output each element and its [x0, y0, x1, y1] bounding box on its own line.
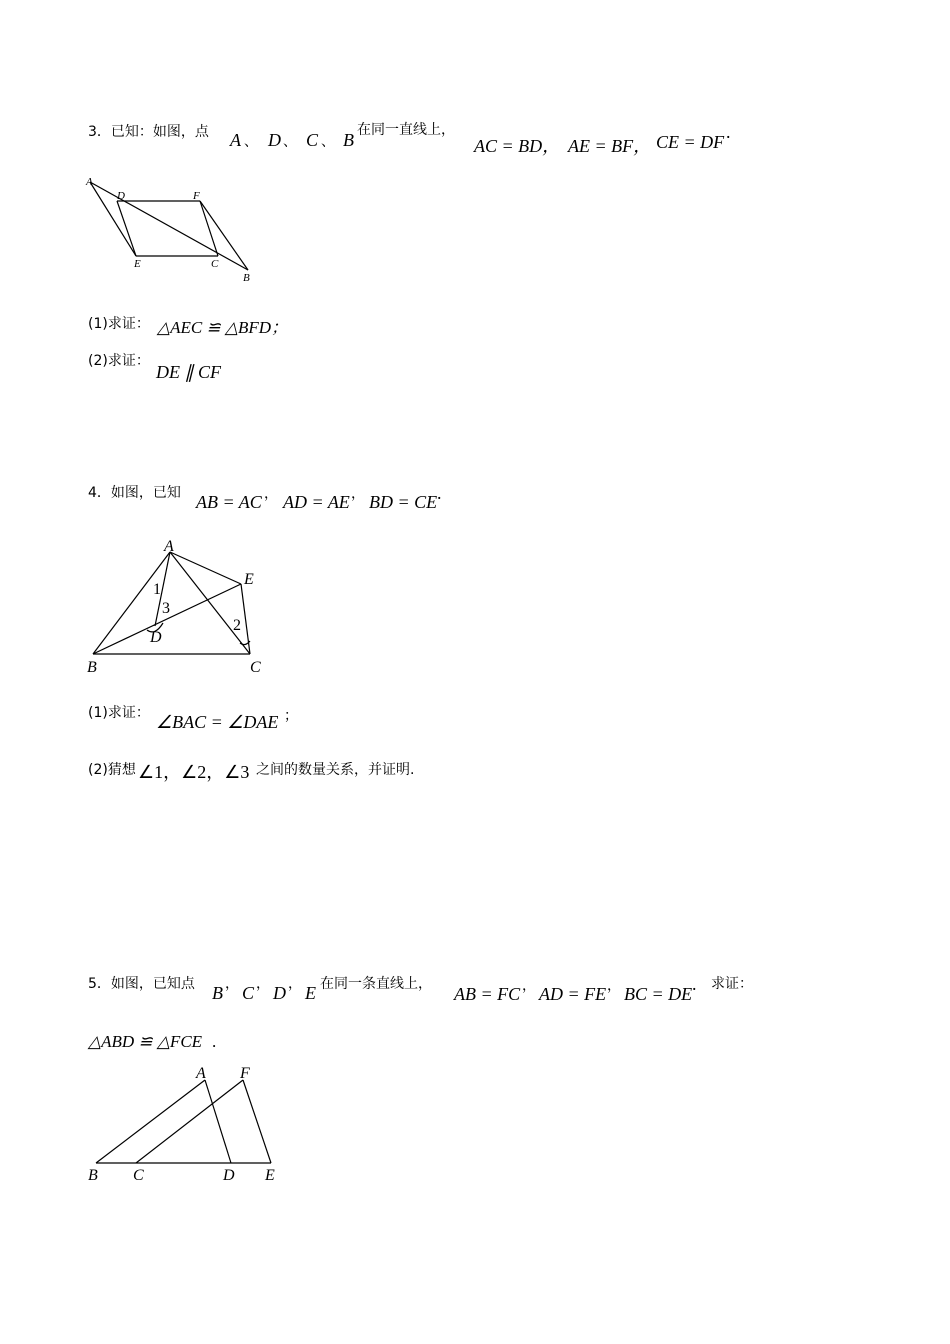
q4-label-d: D: [150, 629, 162, 646]
q3-label-e: E: [134, 258, 141, 270]
q3-label-f: F: [193, 190, 200, 202]
q4-figure: [80, 532, 280, 680]
q4-line-ae: [170, 552, 241, 584]
q5-figure: [80, 1060, 290, 1190]
q3-part-2-math: DE ∥ CF: [156, 362, 221, 382]
q3-sep-1: 、: [244, 134, 258, 150]
q5-line-fe: [243, 1080, 271, 1163]
q3-intro: 3．已知：如图，点: [88, 124, 209, 140]
q5-comma-3: ，: [288, 976, 302, 992]
q4-comma-1: ，: [264, 486, 278, 502]
q3-cond-2: AE = BF，: [568, 136, 652, 156]
q3-point-d: D: [268, 130, 281, 150]
q5-label-d: D: [223, 1167, 235, 1184]
q4-comma-2: ，: [351, 486, 365, 502]
q3-sep-3: 、: [321, 134, 335, 150]
q3-figure: [80, 170, 270, 290]
q3-line-de: [117, 201, 136, 256]
q5-comma-2: ，: [256, 976, 270, 992]
q4-label-e: E: [244, 571, 254, 588]
q3-part-1-math: △AEC ≌ △BFD；: [157, 318, 289, 337]
q4-cond-1: AB = AC: [196, 492, 262, 512]
q4-line-be: [93, 584, 241, 654]
q5-point-c: C: [242, 983, 255, 1003]
q3-point-c: C: [306, 130, 319, 150]
q4-label-a: A: [164, 538, 174, 555]
q3-label-a: A: [86, 176, 93, 188]
q4-end: .: [437, 483, 442, 503]
q5-mid-text: 在同一条直线上，: [320, 976, 432, 992]
q5-cond-3: BC = DE: [624, 984, 693, 1004]
q3-line-ab: [90, 182, 248, 270]
q3-line-ae: [90, 182, 136, 256]
q3-sep-2: 、: [283, 134, 297, 150]
q3-end: .: [726, 122, 731, 142]
q5-cond-1: AB = FC: [454, 984, 521, 1004]
q3-cond-1: AC = BD，: [474, 136, 561, 156]
q4-label-2: 2: [233, 617, 241, 634]
q5-cond-2: AD = FE: [539, 984, 607, 1004]
q4-label-c: C: [250, 659, 261, 676]
q5-point-b: B: [212, 983, 223, 1003]
q3-mid-text: 在同一直线上，: [357, 122, 455, 138]
q5-label-a: A: [196, 1065, 206, 1082]
q4-cond-2: AD = AE: [283, 492, 350, 512]
q5-label-c: C: [133, 1167, 144, 1184]
q3-point-b: B: [343, 130, 354, 150]
q5-tail: 求证：: [711, 976, 753, 992]
q4-label-b: B: [87, 659, 97, 676]
q5-end: .: [692, 974, 697, 994]
q5-line-2-end: .: [212, 1032, 217, 1051]
q5-comma-1: ，: [225, 976, 239, 992]
q4-part-2-math: ∠1，∠2，∠3: [138, 762, 250, 782]
q4-part-2-prefix: (2)猜想: [88, 762, 136, 778]
q5-point-e: E: [305, 983, 316, 1003]
q3-part-1-prefix: (1)求证：: [88, 316, 150, 332]
q5-line-2-math: △ABD ≌ △FCE: [88, 1032, 203, 1051]
q4-label-3: 3: [162, 600, 170, 617]
q4-label-1: 1: [153, 581, 161, 598]
q3-part-2-prefix: (2)求证：: [88, 353, 150, 369]
q5-intro: 5．如图，已知点: [88, 976, 195, 992]
q5-label-e: E: [265, 1167, 275, 1184]
q5-label-f: F: [240, 1065, 250, 1082]
q5-label-b: B: [88, 1167, 98, 1184]
q4-cond-3: BD = CE: [369, 492, 438, 512]
q3-point-a: A: [230, 130, 241, 150]
q5-point-d: D: [273, 983, 286, 1003]
q3-cond-3: CE = DF: [656, 132, 725, 152]
q3-label-c: C: [211, 258, 219, 270]
q4-part-1-prefix: (1)求证：: [88, 705, 150, 721]
q5-comma-4: ，: [522, 978, 536, 994]
q3-label-b: B: [243, 272, 250, 284]
q4-part-1-end: ；: [284, 708, 298, 724]
q3-line-fb: [200, 201, 248, 270]
q4-line-ac: [170, 552, 250, 654]
q4-intro: 4．如图，已知: [88, 485, 181, 501]
q5-comma-5: ，: [607, 978, 621, 994]
q3-label-d: D: [117, 190, 125, 202]
q4-part-2-suffix: 之间的数量关系，并证明.: [256, 762, 415, 778]
q4-part-1-math: ∠BAC = ∠DAE: [156, 712, 279, 732]
